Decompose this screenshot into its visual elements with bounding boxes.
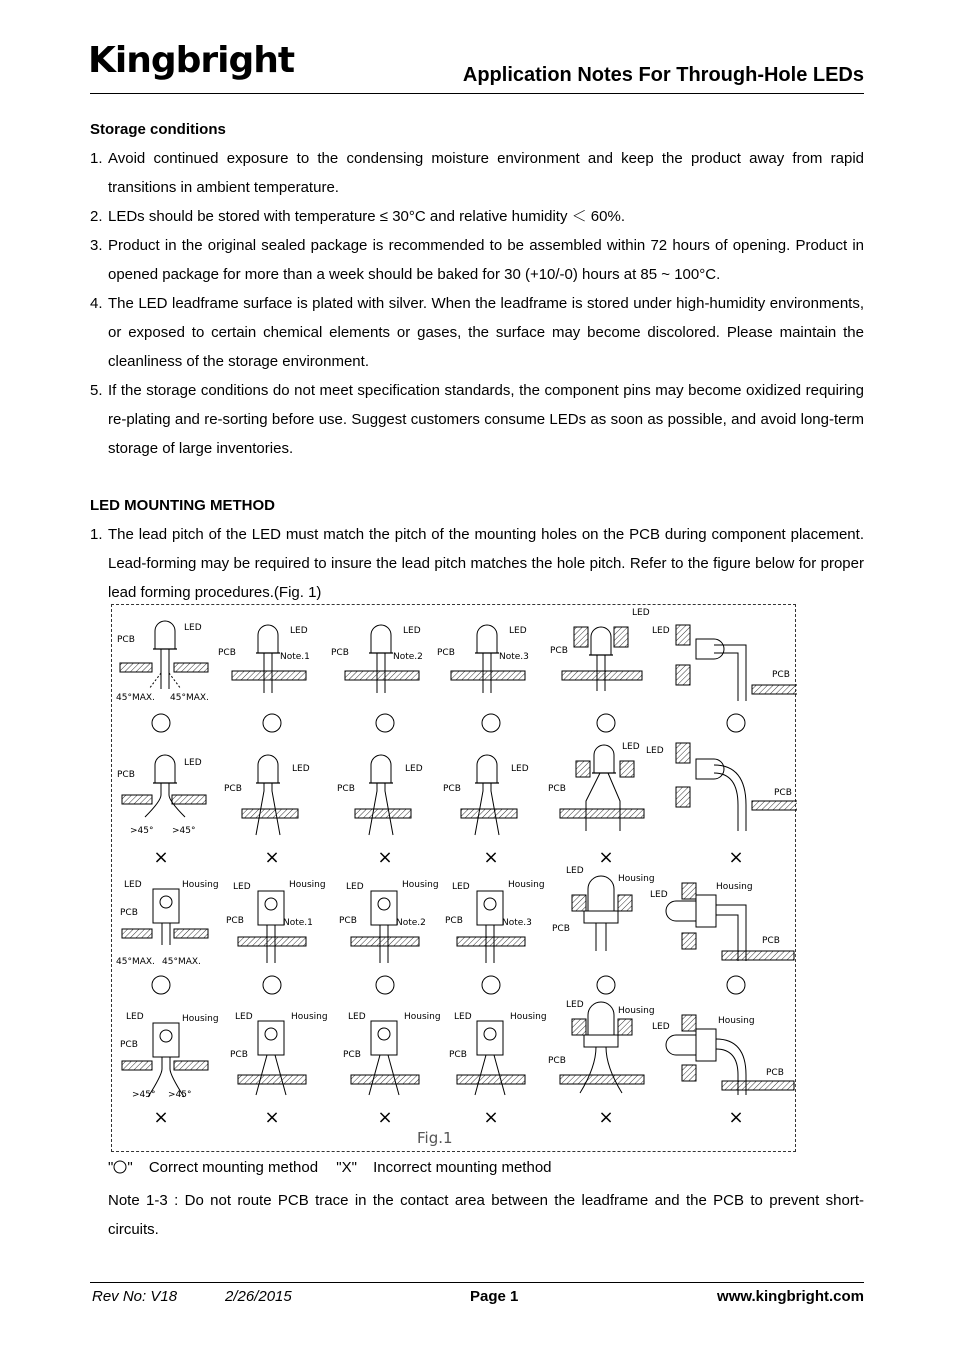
legend bbox=[108, 1159, 552, 1176]
angle-gt-label: >45° bbox=[172, 826, 196, 836]
led-label: LED bbox=[566, 1000, 584, 1010]
housing-label: Housing bbox=[291, 1012, 328, 1022]
legend-incorrect-text: Incorrect mounting method bbox=[373, 1159, 552, 1176]
led-body bbox=[696, 639, 724, 659]
pcb-label: PCB bbox=[762, 936, 780, 946]
led-lead bbox=[586, 773, 600, 831]
item-text: The LED leadframe surface is plated with silver. When the leadframe is stored under high-humidity environments, or exposed to certain chemical elements or gases, the surface may become discolored. Please maintain the cleanliness of the storage environment. bbox=[108, 295, 864, 370]
pcb-label: PCB bbox=[548, 784, 566, 794]
pcb-label: PCB bbox=[552, 924, 570, 934]
pcb-board bbox=[122, 1061, 152, 1070]
correct-mark-icon bbox=[597, 714, 615, 732]
led-label: LED bbox=[348, 1012, 366, 1022]
pcb-board bbox=[722, 951, 794, 960]
correct-mark-icon bbox=[727, 714, 745, 732]
footer-rule bbox=[90, 1282, 864, 1283]
mounting-heading: LED MOUNTING METHOD bbox=[90, 497, 275, 514]
footer-website: www.kingbright.com bbox=[717, 1288, 864, 1305]
legend-correct-text: Correct mounting method bbox=[148, 1159, 319, 1176]
led-body bbox=[588, 1002, 614, 1035]
correct-mark-icon bbox=[727, 976, 745, 994]
mount-block bbox=[676, 743, 690, 763]
incorrect-mark-icon: × bbox=[483, 1107, 499, 1128]
led-body bbox=[371, 755, 391, 783]
item-number: 5. bbox=[90, 382, 103, 399]
item-text: LEDs should be stored with temperature ≤ 30°C and relative humidity ＜ 60%. bbox=[108, 208, 625, 225]
led-body bbox=[594, 745, 614, 773]
incorrect-mark-icon: × bbox=[377, 1107, 393, 1128]
incorrect-mark-icon: × bbox=[264, 847, 280, 868]
angle-gt-label: >45° bbox=[132, 1090, 156, 1100]
mount-block bbox=[682, 933, 696, 949]
housing-label: Housing bbox=[618, 1006, 655, 1016]
correct-mark-icon bbox=[263, 976, 281, 994]
housing-body bbox=[584, 911, 618, 923]
pcb-board bbox=[238, 1075, 306, 1084]
mount-block bbox=[676, 625, 690, 645]
incorrect-mark-icon: × bbox=[728, 1107, 744, 1128]
pcb-label: PCB bbox=[548, 1056, 566, 1066]
housing-lens bbox=[378, 898, 390, 910]
mount-block bbox=[676, 787, 690, 807]
correct-mark-icon bbox=[482, 976, 500, 994]
mount-block bbox=[682, 883, 696, 899]
led-label: LED bbox=[126, 1012, 144, 1022]
correct-mark-icon bbox=[482, 714, 500, 732]
housing-lens bbox=[160, 1030, 172, 1042]
pcb-label: PCB bbox=[120, 908, 138, 918]
pcb-board bbox=[351, 1075, 419, 1084]
storage-heading: Storage conditions bbox=[90, 121, 226, 138]
pcb-label: PCB bbox=[120, 1040, 138, 1050]
mount-block bbox=[572, 1019, 586, 1035]
pcb-label: PCB bbox=[437, 648, 455, 658]
pcb-board bbox=[560, 809, 644, 818]
mount-block bbox=[682, 1065, 696, 1081]
led-lead bbox=[606, 1047, 622, 1093]
pcb-label: PCB bbox=[226, 916, 244, 926]
footer-rev: Rev No: V18 bbox=[92, 1288, 178, 1305]
led-body bbox=[155, 755, 175, 783]
led-label: LED bbox=[646, 746, 664, 756]
pcb-board bbox=[242, 809, 298, 818]
led-body bbox=[477, 625, 497, 653]
led-label: LED bbox=[184, 623, 202, 633]
correct-mark-icon bbox=[597, 976, 615, 994]
angle-max-label: 45°MAX. bbox=[116, 957, 155, 967]
led-label: LED bbox=[292, 764, 310, 774]
mounting-item-1 bbox=[90, 520, 864, 607]
led-body bbox=[666, 901, 696, 921]
legend-quote-close: " bbox=[127, 1159, 133, 1176]
housing-label: Housing bbox=[182, 1014, 219, 1024]
item-number: 3. bbox=[90, 237, 103, 254]
led-label: LED bbox=[403, 626, 421, 636]
led-lead bbox=[608, 773, 620, 831]
note-label: Note.1 bbox=[283, 918, 313, 928]
item-text: Product in the original sealed package is recommended to be assembled within 72 hours of opening. Product in opened package for more than a week should be baked for 30 (+10/-0) hours at 85 ~ 100°C. bbox=[108, 237, 864, 283]
led-body bbox=[591, 627, 611, 655]
item-text: If the storage conditions do not meet specification standards, the component pins may become oxidized requiring re-plating and re-sorting before use. Suggest customers consume LEDs as soon as possible, and avoid long-term storage of large inventories. bbox=[108, 382, 864, 457]
pcb-label: PCB bbox=[331, 648, 349, 658]
led-body bbox=[696, 759, 724, 779]
pcb-board bbox=[461, 809, 517, 818]
incorrect-mark-icon: × bbox=[264, 1107, 280, 1128]
incorrect-mark-icon: × bbox=[598, 1107, 614, 1128]
item-text: Avoid continued exposure to the condensing moisture environment and keep the product away from rapid transitions in ambient temperature. bbox=[108, 150, 864, 196]
led-body bbox=[155, 621, 175, 649]
pcb-label: PCB bbox=[337, 784, 355, 794]
housing-label: Housing bbox=[182, 880, 219, 890]
led-body bbox=[258, 625, 278, 653]
pcb-label: PCB bbox=[550, 646, 568, 656]
pcb-label: PCB bbox=[218, 648, 236, 658]
pcb-board bbox=[722, 1081, 794, 1090]
correct-mark-icon bbox=[376, 714, 394, 732]
item-text: The lead pitch of the LED must match the pitch of the mounting holes on the PCB during component placement. Lead-forming may be required to insure the lead pitch matches the hole pitch. Refer to the figure below for proper lead forming procedures.(Fig. 1) bbox=[108, 526, 864, 601]
angle-gt-label: >45° bbox=[130, 826, 154, 836]
pcb-board bbox=[345, 671, 419, 680]
led-label: LED bbox=[452, 882, 470, 892]
pcb-board bbox=[562, 671, 642, 680]
pcb-label: PCB bbox=[443, 784, 461, 794]
pcb-board bbox=[752, 801, 797, 810]
item-number: 2. bbox=[90, 208, 103, 225]
led-label: LED bbox=[405, 764, 423, 774]
pcb-board bbox=[174, 1061, 208, 1070]
correct-mark-icon bbox=[152, 976, 170, 994]
angle-guide bbox=[149, 673, 161, 689]
pcb-label: PCB bbox=[445, 916, 463, 926]
housing-body bbox=[584, 1035, 618, 1047]
note-label: Note.3 bbox=[499, 652, 529, 662]
mount-block bbox=[620, 761, 634, 777]
pcb-board bbox=[355, 809, 411, 818]
mounting-note: Note 1-3 : Do not route PCB trace in the contact area between the leadframe and the PCB to prevent short-circuits. bbox=[108, 1192, 864, 1238]
item-number: 4. bbox=[90, 295, 103, 312]
housing-lens bbox=[378, 1028, 390, 1040]
mounting-figure bbox=[111, 604, 796, 1152]
housing-label: Housing bbox=[404, 1012, 441, 1022]
housing-body bbox=[696, 895, 716, 927]
pcb-board bbox=[752, 685, 797, 694]
pcb-board bbox=[451, 671, 525, 680]
led-lead bbox=[714, 653, 738, 701]
pcb-board bbox=[120, 663, 152, 672]
legend-incorrect-symbol: "X" bbox=[336, 1159, 357, 1176]
storage-item-2 bbox=[90, 202, 864, 231]
led-body bbox=[588, 876, 614, 911]
led-lead bbox=[714, 773, 738, 831]
housing-lens bbox=[160, 896, 172, 908]
pcb-board bbox=[174, 663, 208, 672]
mount-block bbox=[614, 627, 628, 647]
pcb-board bbox=[560, 1075, 644, 1084]
item-number: 1. bbox=[90, 526, 103, 543]
footer-page: Page 1 bbox=[470, 1288, 519, 1305]
housing-label: Housing bbox=[402, 880, 439, 890]
correct-mark-icon bbox=[376, 976, 394, 994]
pcb-label: PCB bbox=[449, 1050, 467, 1060]
note-label: Note.2 bbox=[396, 918, 426, 928]
storage-item-3 bbox=[90, 231, 864, 289]
led-body bbox=[666, 1035, 696, 1055]
housing-lens bbox=[484, 898, 496, 910]
housing-lens bbox=[265, 898, 277, 910]
led-body bbox=[371, 625, 391, 653]
pcb-label: PCB bbox=[774, 788, 792, 798]
mounting-diagram bbox=[112, 605, 797, 1153]
storage-item-1 bbox=[90, 144, 864, 202]
pcb-label: PCB bbox=[224, 784, 242, 794]
led-label: LED bbox=[454, 1012, 472, 1022]
led-label: LED bbox=[650, 890, 668, 900]
mount-block bbox=[576, 761, 590, 777]
led-body bbox=[477, 755, 497, 783]
housing-body bbox=[696, 1029, 716, 1061]
incorrect-mark-icon: × bbox=[153, 1107, 169, 1128]
led-body bbox=[258, 755, 278, 783]
pcb-board bbox=[351, 937, 419, 946]
pcb-board bbox=[457, 937, 525, 946]
note-label: Note.3 bbox=[502, 918, 532, 928]
mount-block bbox=[572, 895, 586, 911]
pcb-board bbox=[232, 671, 306, 680]
note-label: Note.1 bbox=[280, 652, 310, 662]
storage-item-4 bbox=[90, 289, 864, 376]
mount-block bbox=[574, 627, 588, 647]
page-title: Application Notes For Through-Hole LEDs bbox=[462, 64, 864, 86]
led-label: LED bbox=[184, 758, 202, 768]
housing-lens bbox=[484, 1028, 496, 1040]
item-number: 1. bbox=[90, 150, 103, 167]
legend-quote-open: " bbox=[108, 1159, 114, 1176]
led-label: LED bbox=[566, 866, 584, 876]
pcb-label: PCB bbox=[117, 770, 135, 780]
note-label: Note.2 bbox=[393, 652, 423, 662]
incorrect-mark-icon: × bbox=[483, 847, 499, 868]
led-label: LED bbox=[233, 882, 251, 892]
housing-label: Housing bbox=[718, 1016, 755, 1026]
correct-circle-icon bbox=[113, 1160, 127, 1174]
pcb-label: PCB bbox=[343, 1050, 361, 1060]
housing-label: Housing bbox=[510, 1012, 547, 1022]
housing-label: Housing bbox=[618, 874, 655, 884]
pcb-board bbox=[457, 1075, 525, 1084]
angle-max-label: 45°MAX. bbox=[116, 693, 155, 703]
housing-label: Housing bbox=[289, 880, 326, 890]
pcb-label: PCB bbox=[772, 670, 790, 680]
mount-block bbox=[618, 895, 632, 911]
housing-lens bbox=[265, 1028, 277, 1040]
pcb-label: PCB bbox=[117, 635, 135, 645]
header-rule bbox=[90, 93, 864, 94]
led-label: LED bbox=[652, 1022, 670, 1032]
led-label: LED bbox=[622, 742, 640, 752]
mount-block bbox=[682, 1015, 696, 1031]
angle-max-label: 45°MAX. bbox=[170, 693, 209, 703]
led-label: LED bbox=[290, 626, 308, 636]
led-label: LED bbox=[235, 1012, 253, 1022]
led-label: LED bbox=[346, 882, 364, 892]
footer-date: 2/26/2015 bbox=[225, 1288, 292, 1305]
pcb-label: PCB bbox=[766, 1068, 784, 1078]
incorrect-mark-icon: × bbox=[598, 847, 614, 868]
pcb-board bbox=[122, 795, 152, 804]
correct-mark-icon bbox=[152, 714, 170, 732]
incorrect-mark-icon: × bbox=[153, 847, 169, 868]
incorrect-mark-icon: × bbox=[377, 847, 393, 868]
housing-label: Housing bbox=[716, 882, 753, 892]
figure-caption: Fig.1 bbox=[417, 1129, 453, 1147]
led-label: LED bbox=[511, 764, 529, 774]
pcb-label: PCB bbox=[339, 916, 357, 926]
housing-label: Housing bbox=[508, 880, 545, 890]
mount-block bbox=[618, 1019, 632, 1035]
angle-gt-label: >45° bbox=[168, 1090, 192, 1100]
pcb-board bbox=[172, 795, 206, 804]
pcb-board bbox=[122, 929, 152, 938]
pcb-board bbox=[174, 929, 208, 938]
mount-block bbox=[676, 665, 690, 685]
angle-guide bbox=[169, 673, 181, 689]
led-label: LED bbox=[632, 608, 650, 618]
angle-max-label: 45°MAX. bbox=[162, 957, 201, 967]
led-label: LED bbox=[124, 880, 142, 890]
led-label: LED bbox=[652, 626, 670, 636]
storage-item-5 bbox=[90, 376, 864, 463]
company-logo: Kingbright bbox=[88, 40, 295, 81]
incorrect-mark-icon: × bbox=[728, 847, 744, 868]
pcb-label: PCB bbox=[230, 1050, 248, 1060]
pcb-board bbox=[238, 937, 306, 946]
led-label: LED bbox=[509, 626, 527, 636]
led-lead bbox=[580, 1047, 596, 1093]
correct-mark-icon bbox=[263, 714, 281, 732]
